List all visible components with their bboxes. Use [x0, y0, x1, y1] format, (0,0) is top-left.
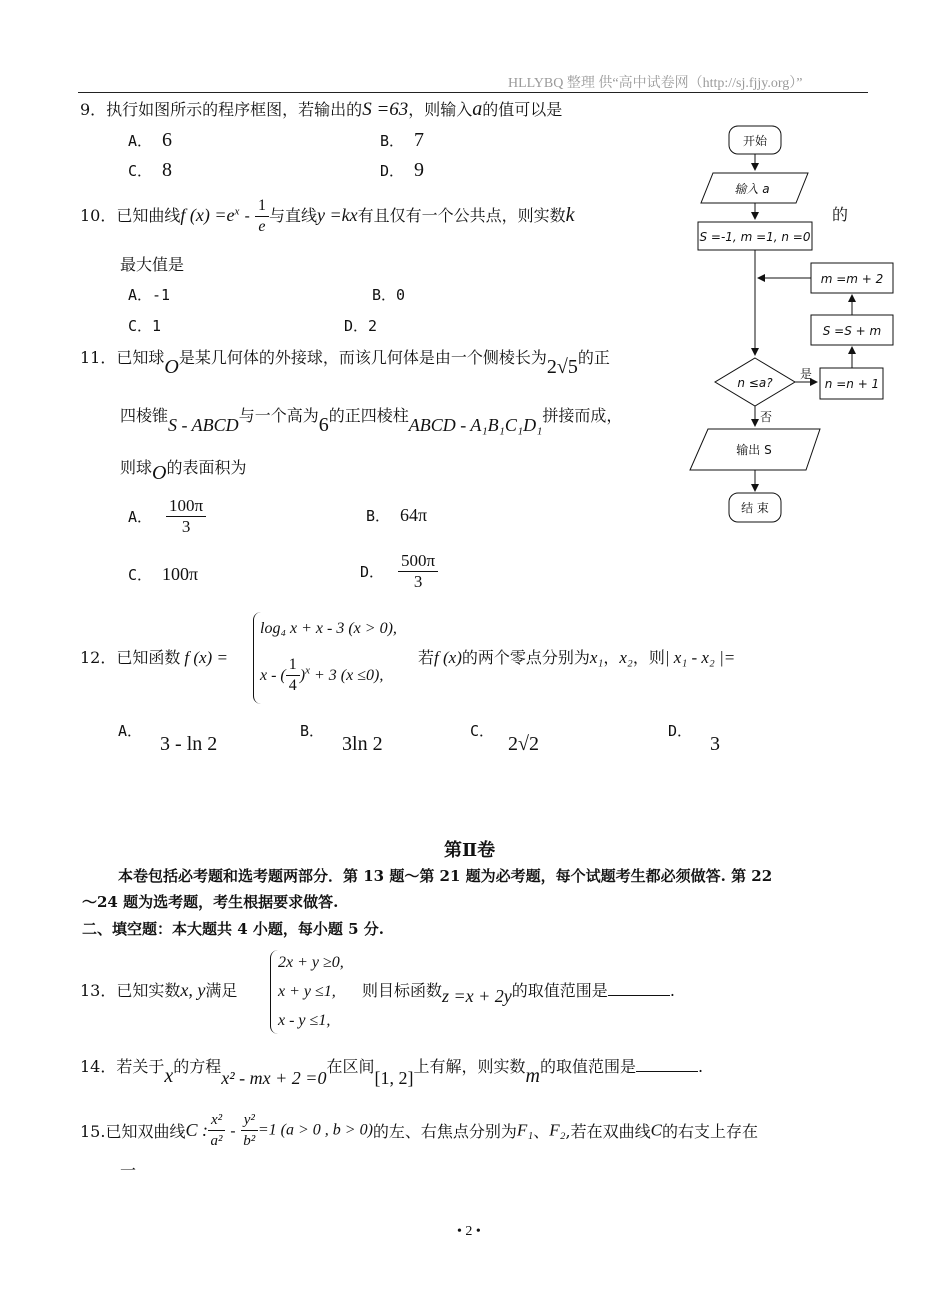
q14-text-4: 的取值范围是 [539, 1057, 636, 1076]
option-label: C． [128, 162, 153, 180]
q12-x2: x₂ [619, 648, 633, 667]
q12-option-b [300, 719, 383, 755]
q15-text-2: ,若在双曲线 [565, 1122, 651, 1141]
case-text: x - ( [260, 667, 286, 684]
option-value: 64π [400, 505, 428, 525]
q9-text-mid: ，则输入 [408, 100, 473, 119]
q11-ball-2: O [152, 462, 167, 484]
fraction-denominator: 4 [288, 677, 297, 694]
s-update-label: S =S + m [822, 324, 882, 338]
q14-end: . [697, 1057, 704, 1076]
q10-text: 10．已知曲线 [80, 206, 181, 225]
q15-C2: C [650, 1120, 662, 1140]
q11-option-d [360, 551, 438, 592]
fraction-denominator: 3 [413, 572, 423, 591]
option-label: A． [118, 722, 143, 740]
question-11 [80, 345, 610, 378]
option-label: A． [128, 508, 153, 526]
end-label: 结 束 [741, 501, 769, 515]
q11-text-8: 的表面积为 [166, 458, 247, 477]
q15-equation-rest: =1 (a > 0 , b > 0) [257, 1121, 373, 1139]
yes-label: 是 [799, 367, 813, 381]
option-fraction [398, 551, 438, 592]
q13-end: . [669, 981, 675, 1000]
q14-answer-blank[interactable] [636, 1057, 698, 1072]
q12-option-c [470, 719, 540, 755]
q11-option-b [366, 505, 427, 526]
option-value: 8 [162, 159, 173, 181]
section-intro-1: 本卷包括必考题和选考题两部分．第 13 题～第 21 题为必考题，每个试题考生都必须做答. 第 22 [118, 867, 773, 885]
no-label: 否 [759, 410, 773, 424]
q13-constraint-2: x + y ≤1, [278, 983, 336, 1000]
q9-text: 9．执行如图所示的程序框图，若输出的 [80, 100, 363, 119]
q12-option-d [668, 719, 721, 755]
q10-line: y =kx [316, 205, 358, 225]
section-intro-2: ～24 题为选考题，考生根据要求做答. [82, 893, 339, 911]
q10-text-tail: 的 [832, 205, 849, 224]
q13-text-1: 满足 [205, 981, 238, 1000]
output-label: 输出 S [736, 443, 772, 457]
option-value: 9 [414, 159, 425, 181]
q12-sep: ， [603, 648, 620, 667]
option-value: 0 [396, 286, 406, 304]
q15-text-1: 的左、右焦点分别为 [372, 1122, 517, 1141]
q12-x1: x₁ [589, 648, 604, 667]
q9-option-b [380, 129, 424, 152]
option-value: 2 [368, 317, 378, 335]
q10-option-b [372, 284, 405, 305]
question-13 [80, 978, 237, 1001]
case-text: ) [299, 667, 306, 684]
q13-constraint-3: x - y ≤1, [278, 1012, 331, 1029]
option-value: 6 [162, 129, 173, 151]
option-value: 2√2 [508, 733, 540, 755]
option-value: 3 - ln 2 [160, 733, 218, 755]
option-label: B． [380, 132, 405, 150]
option-label: B． [300, 722, 325, 740]
q13-objective: z =x + 2y [442, 986, 512, 1006]
condition-label: n ≤a? [737, 376, 773, 390]
question-12 [80, 645, 228, 668]
q12-function: f (x) = [184, 648, 228, 667]
q13-text-right [362, 978, 675, 1006]
option-label: A． [128, 286, 153, 304]
q15-sep: 、 [533, 1122, 550, 1141]
q12-text-3: ，则 [632, 648, 665, 667]
q11-length: 2√5 [546, 356, 578, 378]
fraction-denominator: a² [210, 1133, 223, 1149]
q15-line2: 一 [120, 1161, 137, 1180]
q11-pyramid: S - ABCD [168, 415, 239, 435]
q9-option-a [128, 129, 172, 152]
q12-text-right [418, 645, 735, 668]
q9-var: a [472, 98, 483, 120]
q15-text: 15.已知双曲线 [80, 1122, 186, 1141]
q10-option-a [128, 284, 170, 305]
q14-m: m [525, 1065, 540, 1087]
fraction-numerator: 100π [166, 496, 206, 517]
option-value: 3ln 2 [342, 733, 383, 755]
section-title: 第Ⅱ卷 [444, 840, 496, 861]
q13-text: 13．已知实数 [80, 981, 181, 1000]
q11-height: 6 [318, 414, 329, 436]
option-label: D． [380, 162, 405, 180]
q11-prism: ABCD - A₁B₁C₁D₁ [408, 415, 543, 435]
option-label: C． [128, 317, 153, 335]
q11-line2 [120, 403, 623, 436]
option-value: 7 [414, 129, 425, 151]
question-9 [80, 97, 562, 121]
q10-minus: - [239, 206, 255, 225]
option-value: -1 [152, 286, 171, 304]
q10-line2: 最大值是 [120, 255, 185, 274]
q14-x: x [164, 1065, 174, 1087]
header-rule [78, 92, 868, 93]
q11-text-2: 的正 [577, 348, 610, 367]
input-label: 输入 a [734, 182, 770, 196]
init-label: S =-1, m =1, n =0 [699, 230, 811, 244]
question-10 [80, 196, 575, 237]
flowchart [680, 115, 910, 535]
fraction-numerator: y² [241, 1110, 258, 1131]
q13-constraint-1: 2x + y ≥0, [278, 954, 344, 971]
q11-option-a [128, 496, 206, 537]
q12-text-2: 的两个零点分别为 [461, 648, 590, 667]
q15-F1: F₁ [516, 1120, 534, 1140]
option-label: B． [372, 286, 397, 304]
q11-text-6: 拼接而成， [542, 406, 623, 425]
q10-text-mid2: 有且仅有一个公共点，则实数 [357, 206, 566, 225]
fraction-denominator: b² [243, 1133, 256, 1149]
q10-text-mid: 与直线 [268, 206, 317, 225]
q12-fx: f (x) [434, 648, 462, 667]
option-label: D． [344, 317, 369, 335]
m-update-label: m =m + 2 [820, 272, 884, 286]
q11-line3 [120, 455, 247, 484]
q12-text: 12．已知函数 [80, 648, 181, 667]
option-label: D． [668, 722, 693, 740]
q15-text-3: 的右支上存在 [661, 1122, 758, 1141]
q10-option-c [128, 315, 161, 336]
q14-text: 14．若关于 [80, 1057, 165, 1076]
q14-text-1: 的方程 [173, 1057, 222, 1076]
case-text: + 3 (x ≤0), [309, 667, 384, 684]
q11-ball: O [164, 356, 179, 378]
case-exponent: x [305, 664, 310, 677]
option-value: 100π [162, 564, 199, 584]
q10-function: f (x) =e [180, 205, 235, 225]
q9-option-c [128, 159, 172, 182]
page-number: • 2 • [457, 1224, 481, 1239]
q14-text-3: 上有解，则实数 [413, 1057, 526, 1076]
fraction-numerator: x² [208, 1110, 225, 1131]
fraction-numerator: 500π [398, 551, 438, 572]
page-header: HLLYBQ 整理 供“高中试卷网（http://sj.fjjy.org）” [508, 76, 803, 91]
option-label: D． [360, 563, 385, 581]
q12-option-a [118, 719, 218, 755]
option-value: 3 [710, 733, 721, 755]
q10-var: k [565, 204, 575, 226]
part-heading: 二、填空题：本大题共 4 小题，每小题 5 分. [82, 920, 384, 938]
q11-text-5: 的正四棱柱 [328, 406, 409, 425]
q15-F2: F₂ [549, 1120, 566, 1140]
q13-vars: x, y [180, 980, 206, 1000]
q15-fraction-1 [208, 1110, 225, 1151]
q14-equation: x² - mx + 2 =0 [221, 1068, 327, 1088]
q13-text-2: 则目标函数 [362, 981, 443, 1000]
option-fraction [166, 496, 206, 537]
q14-interval: [1, 2] [374, 1068, 414, 1088]
q14-text-2: 在区间 [326, 1057, 375, 1076]
fraction-denominator: e [258, 218, 266, 235]
q11-text: 11．已知球 [80, 348, 165, 367]
option-label: B． [366, 507, 391, 525]
q11-text-1: 是某几何体的外接球，而该几何体是由一个侧棱长为 [178, 348, 547, 367]
q11-text-4: 与一个高为 [238, 406, 319, 425]
q12-case-2 [260, 655, 383, 696]
n-update-label: n =n + 1 [824, 377, 880, 391]
q10-option-d [344, 315, 377, 336]
q15-minus: - [225, 1121, 241, 1140]
q13-text-3: 的取值范围是 [511, 981, 608, 1000]
option-label: A． [128, 132, 153, 150]
q10-fraction [255, 196, 269, 237]
q15-C: C : [185, 1120, 208, 1140]
fraction-numerator: 1 [286, 655, 300, 676]
q9-option-d [380, 159, 424, 182]
q13-answer-blank[interactable] [608, 981, 670, 996]
q11-text-7: 则球 [120, 458, 153, 477]
q12-abs: | x₁ - x₂ |= [664, 648, 736, 667]
question-14 [80, 1054, 704, 1088]
q12-case-1: log₄ x + x - 3 (x > 0), [260, 620, 397, 637]
fraction-denominator: 3 [181, 517, 191, 536]
option-label: C． [128, 566, 153, 584]
q9-text-tail: 的值可以是 [482, 100, 563, 119]
case-fraction [286, 655, 300, 696]
question-15 [80, 1110, 758, 1151]
q12-text-1: 若 [418, 648, 435, 667]
option-label: C． [470, 722, 495, 740]
q11-text-3: 四棱锥 [120, 406, 169, 425]
option-value: 1 [152, 317, 162, 335]
q11-option-c [128, 564, 198, 585]
fraction-numerator: 1 [255, 196, 269, 217]
q15-fraction-2 [241, 1110, 258, 1151]
q10-exponent: x [234, 205, 240, 218]
start-label: 开始 [742, 134, 768, 148]
q9-condition: S =63 [362, 99, 409, 120]
